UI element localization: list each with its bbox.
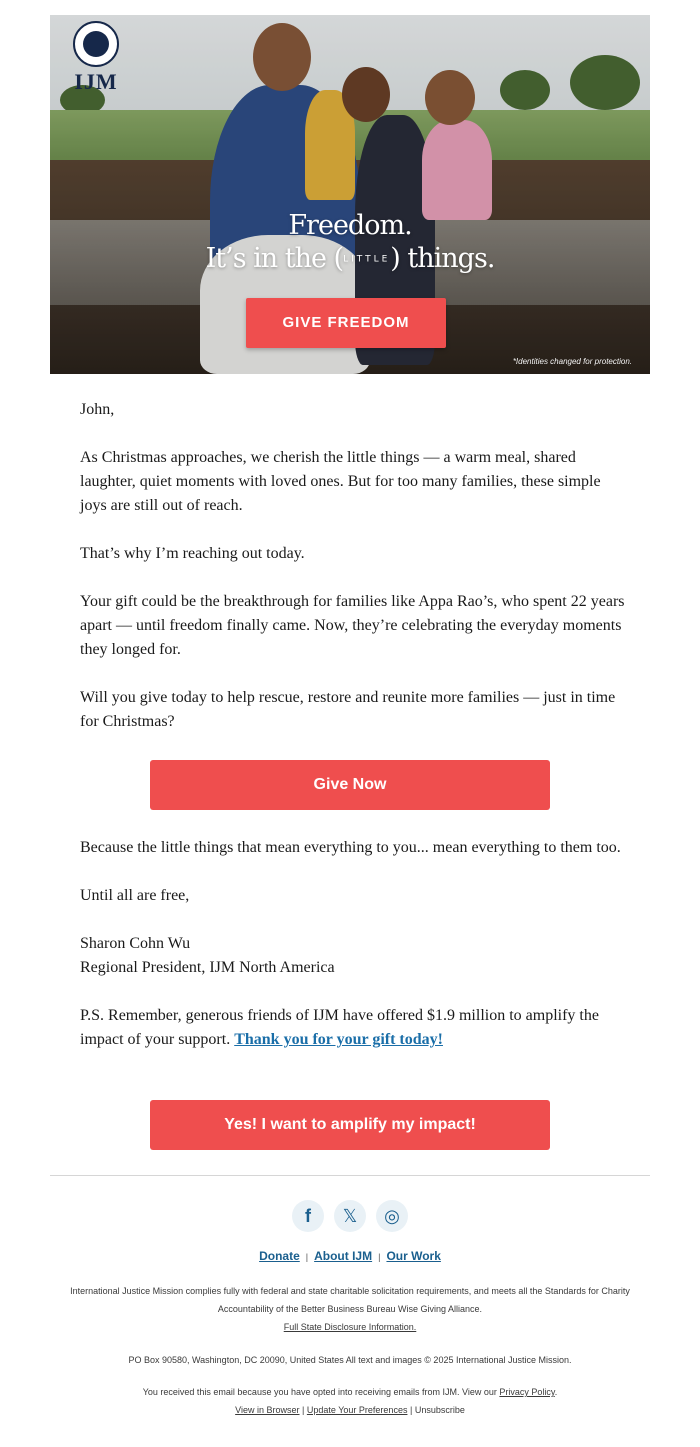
hero-headline-2-little: LITTLE [343, 254, 391, 265]
letter-body-2 [80, 836, 625, 1076]
instagram-icon[interactable]: ◎ [376, 1200, 408, 1232]
hero-headline-2 [50, 243, 650, 274]
x-twitter-icon[interactable]: 𝕏 [334, 1200, 366, 1232]
amplify-impact-button[interactable]: Yes! I want to amplify my impact! [150, 1100, 550, 1150]
ps-paragraph [80, 1004, 625, 1052]
paragraph-4: Will you give today to help rescue, restore and reunite more families — just in time for Christmas? [80, 689, 616, 730]
unsubscribe-link[interactable]: Unsubscribe [414, 1405, 465, 1415]
update-preferences-link[interactable]: Update Your Preferences [306, 1405, 408, 1415]
footer-link-donate[interactable]: Donate [259, 1249, 300, 1263]
footer-divider [50, 1175, 650, 1176]
hero-headline-2-post: ) things. [390, 243, 495, 274]
identity-note: *Identities changed for protection. [512, 357, 632, 366]
paragraph-5: Because the little things that mean everything to you... mean everything to them too. [80, 839, 621, 856]
footer-link-about[interactable]: About IJM [314, 1249, 373, 1263]
closing: Until all are free, [80, 887, 190, 904]
facebook-icon[interactable]: f [292, 1200, 324, 1232]
signer-name: Sharon Cohn Wu [80, 935, 191, 952]
footer-sep: | [302, 1405, 305, 1415]
footer-separator: | [305, 1252, 309, 1262]
compliance-text [70, 1282, 630, 1336]
optin-text: You received this email because you have opted into receiving emails from IJM. View our Privacy Policy. View in Browser | Update Your Preferences | Unsubscribe [142, 1387, 558, 1415]
footer-nav [0, 1249, 700, 1263]
hero-headline-1: Freedom. [288, 210, 412, 241]
hero-headline-2-pre: It’s in the ( [205, 243, 344, 274]
optin-statement: You received this email because you have opted into receiving emails from IJM. View our [142, 1387, 497, 1397]
give-freedom-button[interactable]: GIVE FREEDOM [246, 298, 446, 348]
paragraph-2: That’s why I’m reaching out today. [80, 545, 305, 562]
footer-sep: | [409, 1405, 413, 1415]
ijm-logo[interactable] [70, 21, 122, 95]
privacy-policy-link[interactable]: Privacy Policy [499, 1387, 555, 1397]
footer-separator: | [378, 1252, 381, 1262]
signer-title: Regional President, IJM North America [80, 959, 335, 976]
footer-link-our-work[interactable]: Our Work [386, 1249, 441, 1263]
greeting: John, [80, 401, 115, 418]
hero-image[interactable] [50, 15, 650, 374]
logo-text: IJM [74, 69, 118, 94]
globe-icon [73, 21, 119, 67]
ps-text: P.S. Remember, generous friends of IJM have offered $1.9 million to amplify the impact of your support. [80, 1007, 599, 1048]
compliance-statement: International Justice Mission complies fully with federal and state charitable solicitation requirements, and meets all the Standards for Charity Accountability of the Better Business Bureau Wise Giving Alliance. [70, 1286, 630, 1314]
ps-gift-link[interactable]: Thank you for your gift today! [234, 1031, 443, 1048]
state-disclosure-link[interactable]: Full State Disclosure Information. [283, 1322, 417, 1332]
view-in-browser-link[interactable]: View in Browser [235, 1405, 300, 1415]
paragraph-1: As Christmas approaches, we cherish the little things — a warm meal, shared laughter, quiet moments with loved ones. But for too many families, these simple joys are still out of reach. [80, 449, 601, 514]
paragraph-3: Your gift could be the breakthrough for families like Appa Rao’s, who spent 22 years apart — until freedom finally came. Now, they’re celebrating the everyday moments they longed for. [80, 593, 625, 658]
give-now-button[interactable]: Give Now [150, 760, 550, 810]
letter-body [80, 398, 625, 758]
address-text: PO Box 90580, Washington, DC 20090, United States All text and images © 2025 International Justice Mission. [128, 1355, 572, 1365]
